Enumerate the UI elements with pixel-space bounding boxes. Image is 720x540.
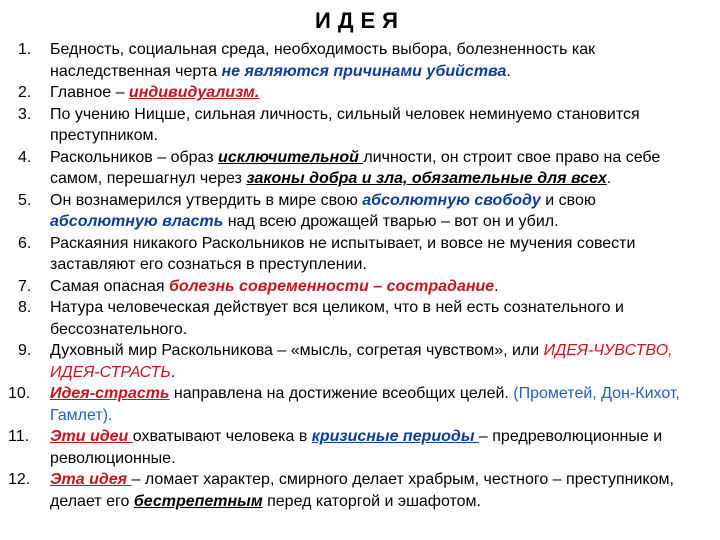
list-item <box>18 233 698 276</box>
list-item <box>18 276 698 298</box>
item-text: Раскаяния никакого Раскольников не испытывает, и вовсе не мучения совести заставляют его сознаться в преступлении. <box>50 234 636 273</box>
highlight-text: абсолютную власть <box>50 213 224 230</box>
item-text: охватывают человека в <box>132 428 312 445</box>
item-text: – ломает характер, смирного делает храбрым, честного – преступником, делает его <box>50 471 674 510</box>
list-item <box>18 297 698 340</box>
item-text: . <box>606 170 612 187</box>
item-text: Самая опасная <box>50 277 169 295</box>
item-number: 11. <box>8 428 30 445</box>
list-item <box>18 39 698 82</box>
list-item <box>18 104 698 147</box>
item-text: направлена на достижение всеобщих целей. <box>169 385 514 402</box>
item-text: перед каторгой и эшафотом. <box>262 492 481 510</box>
item-text: . <box>494 277 499 295</box>
item-number: 5. <box>18 191 32 209</box>
item-text: Натура человеческая действует вся целиком, что в ней есть сознательного и бессознательного. <box>50 299 624 338</box>
item-number: 9. <box>18 342 32 359</box>
item-number: 7. <box>18 277 32 295</box>
highlight-text: болезнь современности – сострадание <box>168 277 495 295</box>
item-text: Бедность, социальная среда, необходимость выбора, болезненность как наследственная черта <box>50 41 596 80</box>
highlight-text: кризисные периоды <box>311 428 479 445</box>
list-item <box>8 469 698 512</box>
highlight-text: Эти идеи <box>50 428 133 445</box>
item-number: 4. <box>18 148 32 166</box>
item-text: – предреволюционные и революционные. <box>50 428 663 467</box>
list-item <box>18 340 698 383</box>
item-text: Главное – <box>50 84 129 101</box>
item-text: над всею дрожащей тварью – вот он и убил. <box>223 213 559 230</box>
item-number: 3. <box>18 105 32 123</box>
highlight-text: законы добра и зла, обязательные для всех <box>246 170 607 187</box>
list-item <box>8 426 698 469</box>
highlight-text: Идея-страсть <box>50 385 170 402</box>
item-text: Раскольников – образ <box>50 148 219 166</box>
item-text: Духовный мир Раскольникова – «мысль, согретая чувством», или <box>50 342 544 359</box>
highlight-text: бестрепетным <box>133 492 263 510</box>
item-text: . <box>506 62 511 80</box>
highlight-text: не являются причинами убийства <box>221 62 507 80</box>
list-item <box>18 82 698 104</box>
item-text: . <box>170 363 176 381</box>
item-text: По учению Ницше, сильная личность, сильный человек неминуемо становится преступником. <box>50 105 640 144</box>
item-number: 2. <box>18 84 32 101</box>
list-item <box>8 383 698 426</box>
highlight-text: абсолютную свободу <box>362 191 541 209</box>
highlight-text: Эта идея <box>50 471 132 488</box>
highlight-text: индивидуализм. <box>128 84 260 101</box>
item-text: Он вознамерился утвердить в мире свою <box>50 191 363 209</box>
list-item <box>18 190 698 233</box>
item-number: 12. <box>8 471 31 488</box>
item-number: 6. <box>18 234 32 252</box>
highlight-text: исключительной <box>218 148 364 166</box>
item-number: 10. <box>8 385 31 402</box>
item-text: и свою <box>540 191 596 209</box>
item-number: 8. <box>18 299 32 316</box>
highlight-text: (Прометей, Дон-Кихот, Гамлет). <box>50 385 680 424</box>
item-number: 1. <box>18 41 32 58</box>
item-text: личности, он строит свое право на себе самом, перешагнул через <box>50 148 661 187</box>
highlight-text: ИДЕЯ-ЧУВСТВО, ИДЕЯ-СТРАСТЬ <box>50 342 673 381</box>
page-title: ИДЕЯ <box>315 8 405 33</box>
list-item <box>18 147 698 190</box>
idea-list <box>8 39 698 512</box>
